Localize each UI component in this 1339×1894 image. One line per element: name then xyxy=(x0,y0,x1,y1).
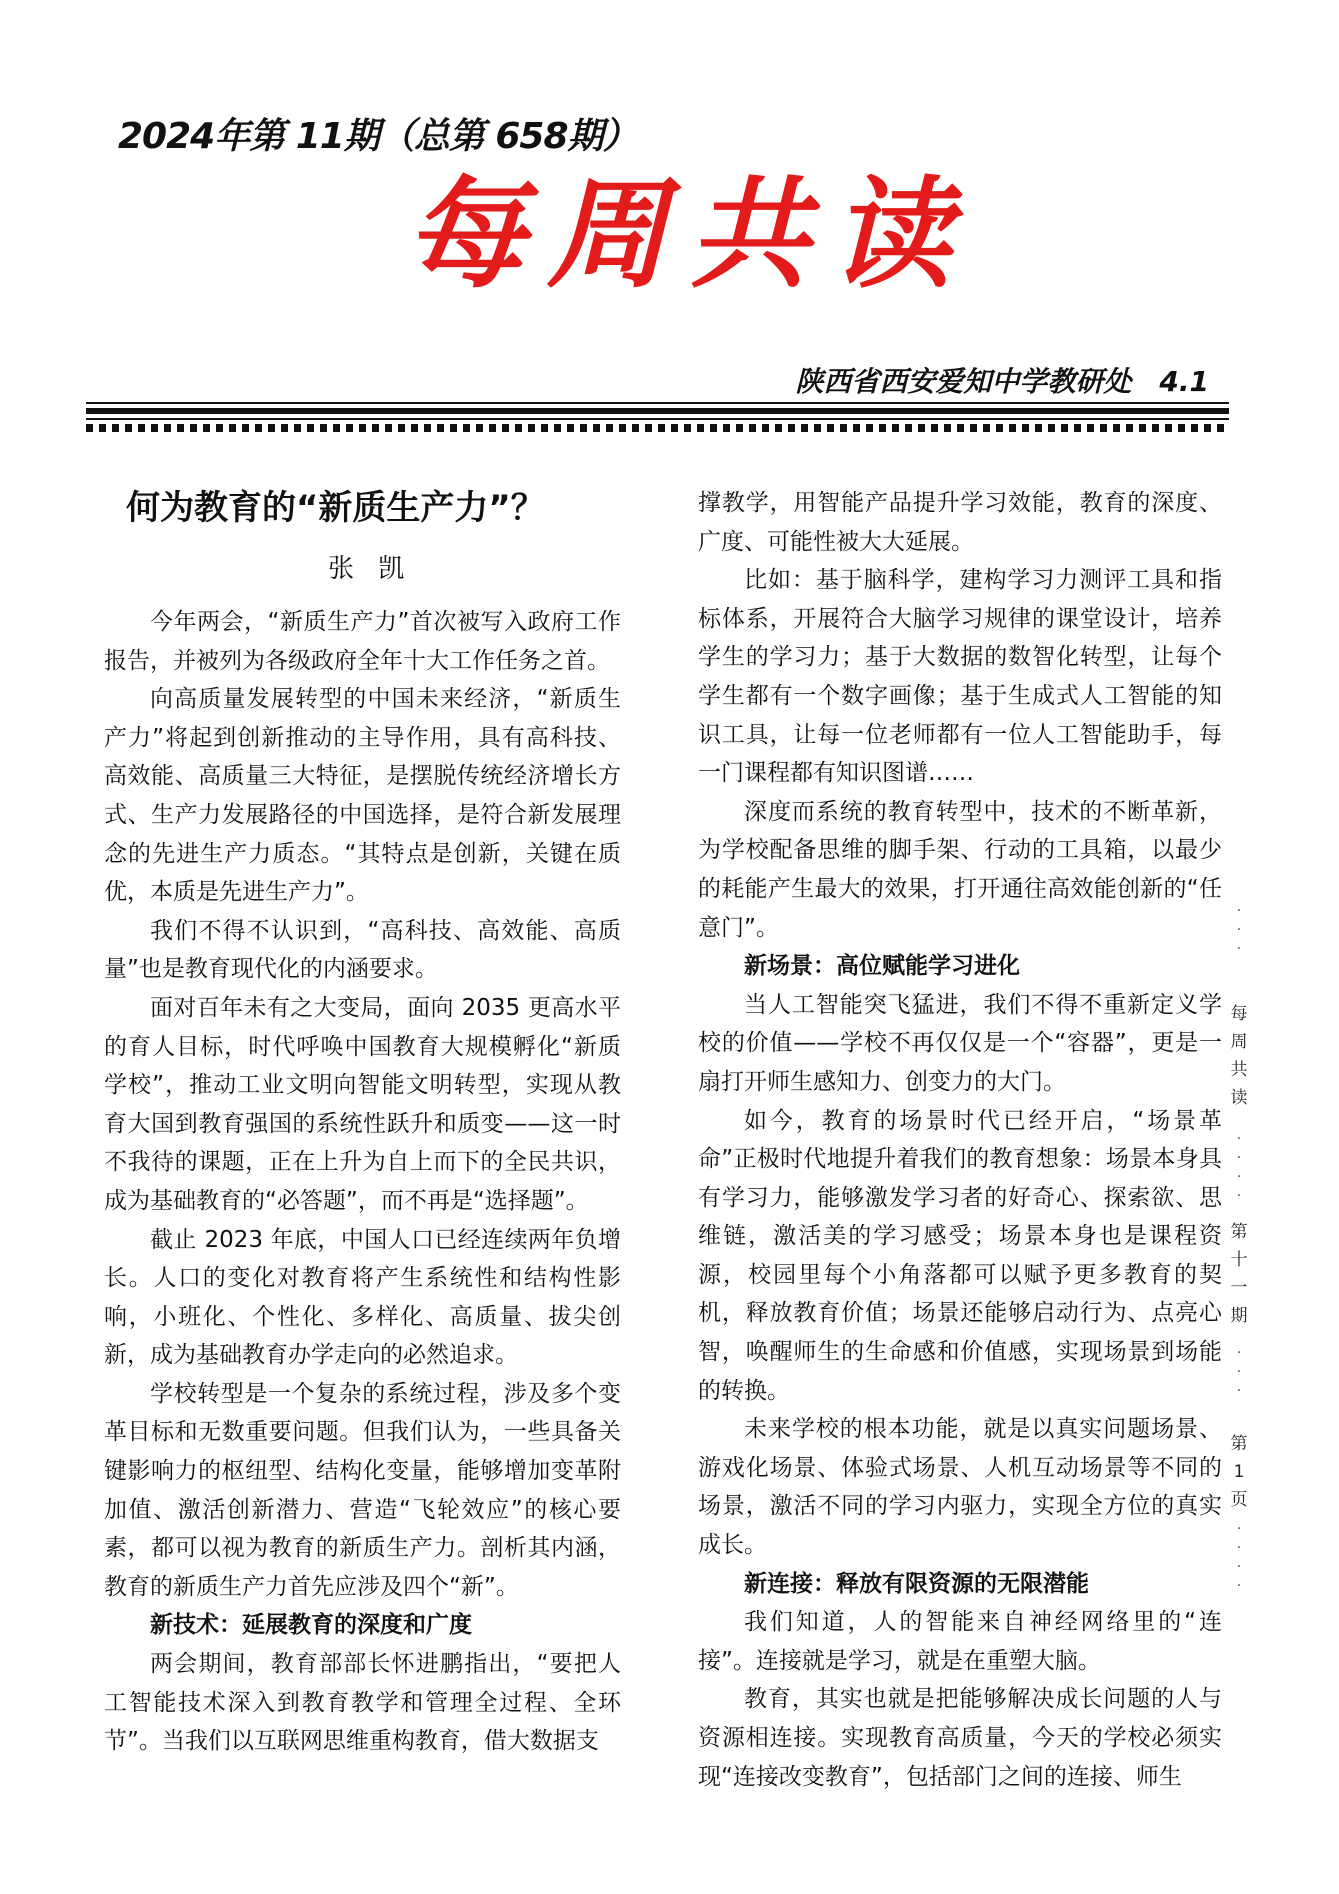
paragraph: 面对百年未有之大变局，面向 2035 更高水平的育人目标，时代呼唤中国教育大规模孵化“新质学校”，推动工业文明向智能文明转型，实现从教育大国到教育强国的系统性跃升和质变——这一时不我待的课题，正在上升为自上而下的全民共识，成为基础教育的“必答题”，而不再是“选择题”。 xyxy=(104,994,621,1214)
section-heading-new-connection: 新连接：释放有限资源的无限潜能 xyxy=(744,1570,1089,1597)
margin-char: 1 xyxy=(1233,1462,1245,1482)
paragraph: 截止 2023 年底，中国人口已经连续两年负增长。人口的变化对教育将产生系统性和结构性影响，小班化、个性化、多样化、高质量、拔尖创新，成为基础教育办学走向的必然追求。 xyxy=(104,1226,621,1369)
margin-char: 期 xyxy=(1230,1306,1248,1326)
margin-char: 十 xyxy=(1230,1250,1248,1270)
left-column xyxy=(104,603,621,1761)
paragraph: 我们不得不认识到，“高科技、高效能、高质量”也是教育现代化的内涵要求。 xyxy=(104,917,621,983)
publisher-line: 陕西省西安爱知中学教研处 4.1 xyxy=(795,365,1209,398)
paragraph: 我们知道，人的智能来自神经网络里的“连接”。连接就是学习，就是在重塑大脑。 xyxy=(698,1609,1222,1674)
paragraph: 学校转型是一个复杂的系统过程，涉及多个变革目标和无数重要问题。但我们认为，一些具备关键影响力的枢纽型、结构化变量，能够增加变革附加值、激活创新潜力、营造“飞轮效应”的核心要素，都可以视为教育的新质生产力。剖析其内涵，教育的新质生产力首先应涉及四个“新”。 xyxy=(104,1380,621,1600)
paragraph: 比如：基于脑科学，建构学习力测评工具和指标体系，开展符合大脑学习规律的课堂设计，培养学生的学习力；基于大数据的数智化转型，让每个学生都有一个数字画像；基于生成式人工智能的知识工具，让每一位老师都有一位人工智能助手，每一门课程都有知识图谱…… xyxy=(698,567,1222,787)
header-rule-thick xyxy=(86,408,1229,414)
masthead-title: 每周共读 xyxy=(405,164,973,305)
article-title: 何为教育的“新质生产力”？ xyxy=(126,488,545,528)
right-column xyxy=(698,484,1222,1796)
header-dotted-rule xyxy=(86,424,1229,432)
margin-char: 第 xyxy=(1230,1222,1248,1242)
header-rule-bottom xyxy=(86,418,1229,420)
section-heading-new-tech: 新技术：延展教育的深度和广度 xyxy=(150,1612,472,1639)
issue-number: 2024年第 11期（总第 658期） xyxy=(118,116,638,157)
paragraph: 教育，其实也就是把能够解决成长问题的人与资源相连接。实现教育高质量，今天的学校必须实现“连接改变教育”，包括部门之间的连接、师生 xyxy=(698,1686,1222,1790)
header-rule-top xyxy=(86,402,1229,404)
paragraph-continued: 撑教学，用智能产品提升学习效能，教育的深度、广度、可能性被大大延展。 xyxy=(698,490,1222,555)
margin-char: 读 xyxy=(1230,1088,1248,1108)
margin-char: 周 xyxy=(1230,1032,1248,1052)
paragraph: 当人工智能突飞猛进，我们不得不重新定义学校的价值——学校不再仅仅是一个“容器”，更是一扇打开师生感知力、创变力的大门。 xyxy=(698,991,1222,1095)
margin-char: 一 xyxy=(1230,1278,1248,1298)
paragraph: 今年两会，“新质生产力”首次被写入政府工作报告，并被列为各级政府全年十大工作任务之首。 xyxy=(104,609,621,674)
margin-char: 每 xyxy=(1230,1004,1248,1024)
section-heading-new-scene: 新场景：高位赋能学习进化 xyxy=(744,953,1020,980)
paragraph: 两会期间，教育部部长怀进鹏指出，“要把人工智能技术深入到教育教学和管理全过程、全环节”。当我们以互联网思维重构教育，借大数据支 xyxy=(104,1651,621,1755)
article-author: 张 凯 xyxy=(328,554,413,584)
margin-char: 第 xyxy=(1230,1434,1248,1454)
margin-char: 共 xyxy=(1230,1060,1248,1080)
paragraph: 未来学校的根本功能，就是以真实问题场景、游戏化场景、体验式场景、人机互动场景等不同的场景，激活不同的学习内驱力，实现全方位的真实成长。 xyxy=(698,1416,1222,1559)
margin-char: 页 xyxy=(1230,1490,1248,1510)
paragraph: 向高质量发展转型的中国未来经济，“新质生产力”将起到创新推动的主导作用，具有高科技、高效能、高质量三大特征，是摆脱传统经济增长方式、生产力发展路径的中国选择，是符合新发展理念的先进生产力质态。“其特点是创新，关键在质优，本质是先进生产力”。 xyxy=(104,686,621,906)
paragraph: 深度而系统的教育转型中，技术的不断革新，为学校配备思维的脚手架、行动的工具箱，以最少的耗能产生最大的效果，打开通往高效能创新的“任意门”。 xyxy=(698,798,1222,941)
paragraph: 如今，教育的场景时代已经开启，“场景革命”正极时代地提升着我们的教育想象：场景本身具有学习力，能够激发学习者的好奇心、探索欲、思维链，激活美的学习感受；场景本身也是课程资源，校园里每个小角落都可以赋予更多教育的契机，释放教育价值；场景还能够启动行为、点亮心智，唤醒师生的生命感和价值感，实现场景到场能的转换。 xyxy=(698,1107,1222,1404)
